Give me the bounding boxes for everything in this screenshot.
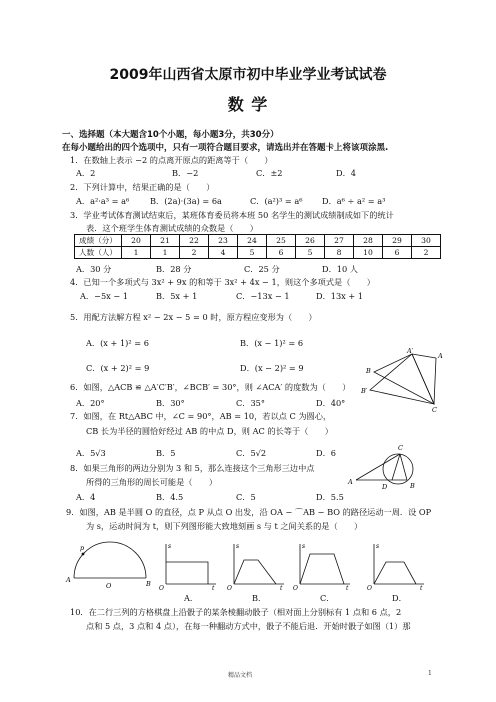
q6-option-b: B．30° [156, 398, 185, 408]
q7-circle-figure [344, 436, 428, 496]
q9-stem-line2: 为 s，运动时间为 t，则下列图形能大致地刻画 s 与 t 之间关系的是（ ） [86, 521, 363, 531]
footer-label: 精品文档 [228, 672, 253, 679]
table-cell: 2 [180, 247, 209, 259]
label-c: C [432, 406, 437, 414]
q9-option-d: D． [392, 593, 407, 603]
table-cell: 23 [209, 235, 238, 247]
q1-option-b: B．−2 [172, 168, 199, 178]
q4-option-c: C．−13x − 1 [236, 291, 290, 301]
table-row [75, 235, 441, 247]
label-b: B [146, 580, 151, 588]
q2-option-d: D．a⁶ ÷ a² = a³ [322, 196, 386, 206]
axis-label-t: t [346, 585, 349, 590]
q8-option-c: C．5 [236, 492, 256, 502]
table-cell: 21 [151, 235, 180, 247]
q4-option-d: D．13x + 1 [316, 291, 364, 301]
origin-label: O [367, 585, 372, 590]
q2-option-c: C．(a²)³ = a⁶ [250, 196, 303, 206]
q2-option-b: B．(2a)·(3a) = 6a [150, 196, 222, 206]
table-cell: 28 [354, 235, 383, 247]
section-instruction: 在每小题给出的四个选项中，只有一项符合题目要求，请选出并在答题卡上将该项涂黑. [62, 143, 389, 153]
table-cell: 22 [180, 235, 209, 247]
page-number: 1 [428, 670, 432, 677]
table-cell: 6 [383, 247, 412, 259]
table-cell: 人数（人） [75, 247, 122, 259]
q1-option-d: D．4 [336, 168, 356, 178]
axis-label-t: t [280, 585, 283, 590]
q2-option-a: A．a²·a³ = a⁶ [76, 196, 130, 206]
q5-option-c: C．(x + 2)² = 9 [86, 363, 150, 373]
q9-option-c: C． [320, 593, 335, 603]
q6-triangle-figure [360, 344, 450, 414]
q9-graph-b [224, 540, 288, 590]
q2-stem: 2．下列计算中，结果正确的是（ ） [70, 182, 215, 192]
q7-stem-line1: 7．如图，在 Rt△ABC 中，∠C = 90°，AB = 10，若以点 C 为圆心， [70, 411, 332, 421]
table-cell: 20 [122, 235, 151, 247]
label-b-prime: B′ [361, 387, 368, 395]
q5-option-d: D．(x − 2)² = 9 [240, 363, 304, 373]
label-c: C [398, 444, 403, 452]
q6-option-c: C．35° [236, 398, 265, 408]
q7-option-d: D．6 [316, 448, 336, 458]
axis-label-s: s [236, 543, 240, 550]
label-b: B [366, 367, 371, 375]
table-row [75, 247, 441, 259]
q1-option-c: C．±2 [256, 168, 283, 178]
q4-stem: 4．已知一个多项式与 3x² + 9x 的和等于 3x² + 4x − 1，则这个多项式是（ ） [70, 277, 375, 287]
table-cell: 8 [325, 247, 354, 259]
q9-semicircle-figure [62, 536, 158, 592]
q9-option-a: A． [184, 593, 199, 603]
origin-label: O [159, 585, 164, 590]
axis-label-t: t [420, 585, 423, 590]
label-b: B [410, 482, 415, 490]
axis-label-s: s [376, 543, 380, 550]
q8-stem-line2: 所得的三角形的周长可能是（ ） [86, 477, 218, 487]
table-cell: 2 [412, 247, 441, 259]
q3-option-a: A．30 分 [76, 264, 112, 274]
q10-line2: 点和 5 点，3 点和 4 点），在每一种翻动方式中，骰子不能后退．开始时骰子如图（1）那 [86, 621, 411, 631]
axis-label-t: t [212, 585, 215, 590]
q3-option-c: C．25 分 [244, 264, 280, 274]
table-cell: 4 [209, 247, 238, 259]
q7-option-b: B．5 [156, 448, 176, 458]
q8-option-a: A．4 [76, 492, 96, 502]
q7-option-c: C．5√2 [236, 448, 267, 458]
origin-label: O [227, 585, 232, 590]
q6-option-d: D．40° [316, 398, 346, 408]
table-cell: 25 [267, 235, 296, 247]
section-heading: 一、选择题（本大题含10个小题，每小题3分，共30分） [62, 130, 279, 140]
q3-option-d: D．10 人 [322, 264, 358, 274]
q3-option-b: B．28 分 [156, 264, 192, 274]
table-cell: 成绩（分） [75, 235, 122, 247]
q7-stem-line2: CB 长为半径的圆恰好经过 AB 的中点 D，则 AC 的长等于（ ） [86, 426, 333, 436]
q6-option-a: A．20° [76, 398, 105, 408]
q9-graph-c [290, 540, 354, 590]
q4-option-a: A．−5x − 1 [80, 291, 129, 301]
q1-stem: 1．在数轴上表示 −2 的点离开原点的距离等于（ ） [70, 155, 273, 165]
q4-option-b: B．5x + 1 [156, 291, 198, 301]
q6-stem: 6．如图，△ACB ≌ △A′C′B′，∠BCB′ = 30°，则 ∠ACA′ 的度数为（ ） [70, 382, 351, 392]
table-cell: 24 [238, 235, 267, 247]
label-a: A [438, 352, 443, 360]
table-cell: 6 [267, 247, 296, 259]
table-cell: 1 [122, 247, 151, 259]
table-cell: 26 [296, 235, 325, 247]
label-p: p [80, 544, 85, 552]
table-cell: 5 [296, 247, 325, 259]
q3-stem-line2: 表．这个班学生体育测试成绩的众数是（ ） [86, 223, 258, 233]
q10-line1: 10．在二行三列的方格棋盘上沿骰子的某条棱翻动骰子（相对面上分别标有 1 点和 6 点，2 [70, 607, 402, 617]
q8-option-d: D．5.5 [316, 492, 344, 502]
table-cell: 1 [151, 247, 180, 259]
label-a-prime: A′ [407, 347, 414, 355]
table-cell: 30 [412, 235, 441, 247]
q5-option-b: B．(x − 1)² = 6 [240, 338, 304, 348]
score-table [74, 234, 441, 259]
table-cell: 10 [354, 247, 383, 259]
q5-stem: 5．用配方法解方程 x² − 2x − 5 = 0 时，原方程应变形为（ ） [70, 312, 317, 322]
axis-label-s: s [302, 543, 306, 550]
axis-label-s: s [168, 543, 172, 550]
label-d: D [382, 483, 388, 491]
q8-stem-line1: 8．如果三角形的两边分别为 3 和 5，那么连接这个三角形三边中点 [70, 463, 315, 473]
table-cell: 29 [383, 235, 412, 247]
q9-stem-line1: 9．如图，AB 是半圆 O 的直径，点 P 从点 O 出发，沿 OA − ⌒AB − BO 的路径运动一周．设 OP [66, 507, 432, 517]
origin-label: O [293, 585, 298, 590]
q8-option-b: B．4.5 [156, 492, 184, 502]
table-cell: 27 [325, 235, 354, 247]
q5-option-a: A．(x + 1)² = 6 [86, 338, 149, 348]
q9-graph-a [156, 540, 220, 590]
table-cell: 5 [238, 247, 267, 259]
q9-option-b: B． [252, 593, 267, 603]
q3-stem-line1: 3．学业考试体育测试结束后，某班体育委员将本班 50 名学生的测试成绩制成如下的统计 [70, 210, 394, 220]
subject-title: 数 学 [227, 95, 269, 114]
exam-title: 2009年山西省太原市初中毕业学业考试试卷 [109, 67, 387, 83]
label-a: A [348, 478, 353, 486]
q9-graph-d [364, 540, 428, 590]
q1-option-a: A．2 [76, 168, 96, 178]
label-a: A [66, 576, 71, 584]
q7-option-a: A．5√3 [76, 448, 106, 458]
label-o: O [106, 582, 112, 590]
